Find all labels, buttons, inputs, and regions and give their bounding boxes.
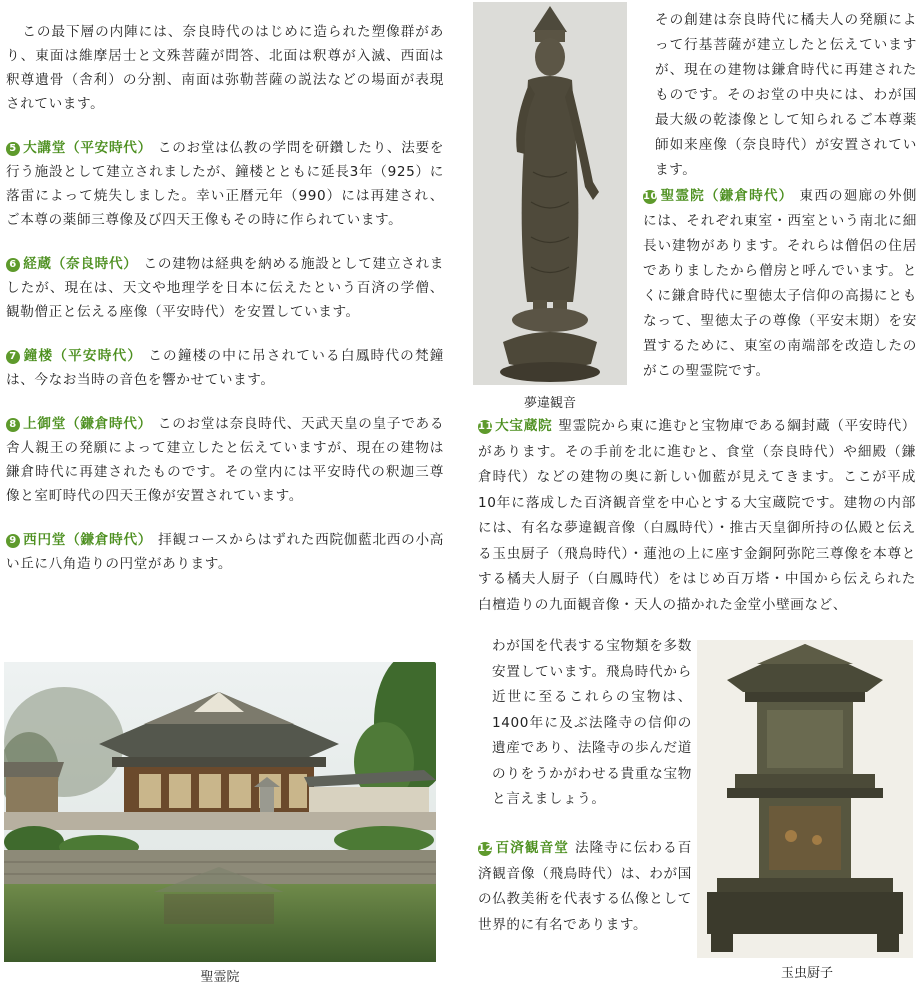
section-6 bbox=[6, 252, 444, 324]
section-title: 鐘楼（平安時代） bbox=[23, 348, 143, 364]
statue-caption: 夢違観音 bbox=[523, 396, 576, 411]
shrine-caption: 玉虫厨子 bbox=[780, 966, 833, 981]
section-text: 拝観コースからはずれた西院伽藍北西の小高い丘に八角造りの円堂があります。 bbox=[6, 532, 444, 572]
section-8 bbox=[6, 412, 444, 508]
section-title: 大宝蔵院 bbox=[495, 418, 553, 434]
section-number: 11 bbox=[478, 421, 494, 432]
section-number: 9 bbox=[6, 534, 20, 548]
section-title: 経蔵（奈良時代） bbox=[23, 256, 138, 272]
shoryoin-caption: 聖霊院 bbox=[200, 970, 240, 985]
section-10 bbox=[643, 184, 917, 384]
section-number: 7 bbox=[6, 350, 20, 364]
section-title: 上御堂（鎌倉時代） bbox=[23, 416, 152, 432]
section-title: 西円堂（鎌倉時代） bbox=[23, 532, 153, 548]
section-number: 8 bbox=[6, 418, 20, 432]
section-11 bbox=[478, 414, 916, 618]
right-continuation: その創建は奈良時代に橘夫人の発願によって行基菩薩が建立したと伝えていますが、現在の建物は鎌倉時代に再建されたものです。そのお堂の中央には、わが国最大級の乾漆像として知られるご本尊薬師如来座像（奈良時代）が安置されています。 bbox=[655, 12, 917, 178]
section-text: このお堂は奈良時代、天武天皇の皇子である舎人親王の発願によって建立したと伝えていますが、現在の建物は鎌倉時代に再建されたものです。その堂内には平安時代の釈迦三尊像と室町時代の四天王像が安置されています。 bbox=[6, 416, 445, 504]
section-title: 聖霊院（鎌倉時代） bbox=[660, 188, 794, 204]
section-title: 百済観音堂 bbox=[495, 840, 569, 856]
shoryoin-photo bbox=[4, 662, 436, 962]
section-number: 6 bbox=[6, 258, 20, 272]
section-12 bbox=[478, 836, 692, 938]
section-number: 10 bbox=[643, 191, 659, 202]
section-text: このお堂は仏教の学問を研鑽したり、法要を行う施設として建立されましたが、鐘楼とともに延長3年（925）に落雷によって焼失しました。幸い正暦元年（990）には再建され、ご本尊の薬師三尊像及び四天王像もその時に作られています。 bbox=[6, 140, 445, 228]
section-text: この建物は経典を納める施設として建立されましたが、現在は、天文や地理学を日本に伝えたという百済の学僧、観勒僧正と伝える座像（平安時代）を安置しています。 bbox=[6, 256, 444, 320]
section-11-continued: わが国を代表する宝物類を多数安置しています。飛鳥時代から近世に至るこれらの宝物は、1400年に及ぶ法隆寺の信仰の遺産であり、法隆寺の歩んだ道のりをうかがわせる貴重な宝物と言えましょう。 bbox=[492, 638, 692, 807]
section-text: 東西の廻廊の外側には、それぞれ東室・西室という南北に細長い建物があります。それらは僧侶の住居でありましたから僧房と呼んでいます。とくに鎌倉時代に聖徳太子信仰の高揚にともなって、聖徳太子の尊像（平安末期）を安置するために、東室の南端部を改造したのがこの聖霊院です。 bbox=[643, 188, 917, 379]
section-title: 大講堂（平安時代） bbox=[23, 140, 152, 156]
section-5 bbox=[6, 136, 444, 232]
section-text: 法隆寺に伝わる百済観音像（飛鳥時代）は、わが国の仏教美術を代表する仏像として世界的に有名であります。 bbox=[478, 840, 693, 933]
left-column bbox=[6, 6, 444, 596]
section-number: 5 bbox=[6, 142, 20, 156]
section-9 bbox=[6, 528, 444, 576]
section-7 bbox=[6, 344, 444, 392]
section-text: 聖霊院から東に進むと宝物庫である綱封蔵（平安時代）があります。その手前を北に進むと、食堂（奈良時代）や細殿（鎌倉時代）などの建物の奥に新しい伽藍が見えてきます。ここが平成10年に落成した百済観音堂を中心とする大宝蔵院です。建物の内部には、有名な夢違観音像（白鳳時代）・推古天皇御所持の仏殿と伝える玉虫厨子（飛鳥時代）・蓮池の上に座す金銅阿弥陀三尊像を本尊とする橘夫人厨子（白鳳時代）をはじめ百万塔・中国から伝えられた白檀造りの九面観音像・天人の描かれた金堂小壁画など、 bbox=[478, 418, 916, 613]
intro-paragraph: この最下層の内陣には、奈良時代のはじめに造られた塑像群があり、東面は維摩居士と文殊菩薩が問答、北面は釈尊が入滅、西面は釈尊遺骨（舎利）の分割、南面は弥勒菩薩の説法などの場面が表現されています。 bbox=[6, 24, 444, 112]
section-text: この鐘楼の中に吊されている白鳳時代の梵鐘は、今なお当時の音色を響かせています。 bbox=[6, 348, 444, 388]
tamamushi-shrine-photo bbox=[697, 640, 913, 958]
section-number: 12 bbox=[478, 843, 494, 854]
yumechigai-kannon-photo bbox=[473, 2, 627, 385]
